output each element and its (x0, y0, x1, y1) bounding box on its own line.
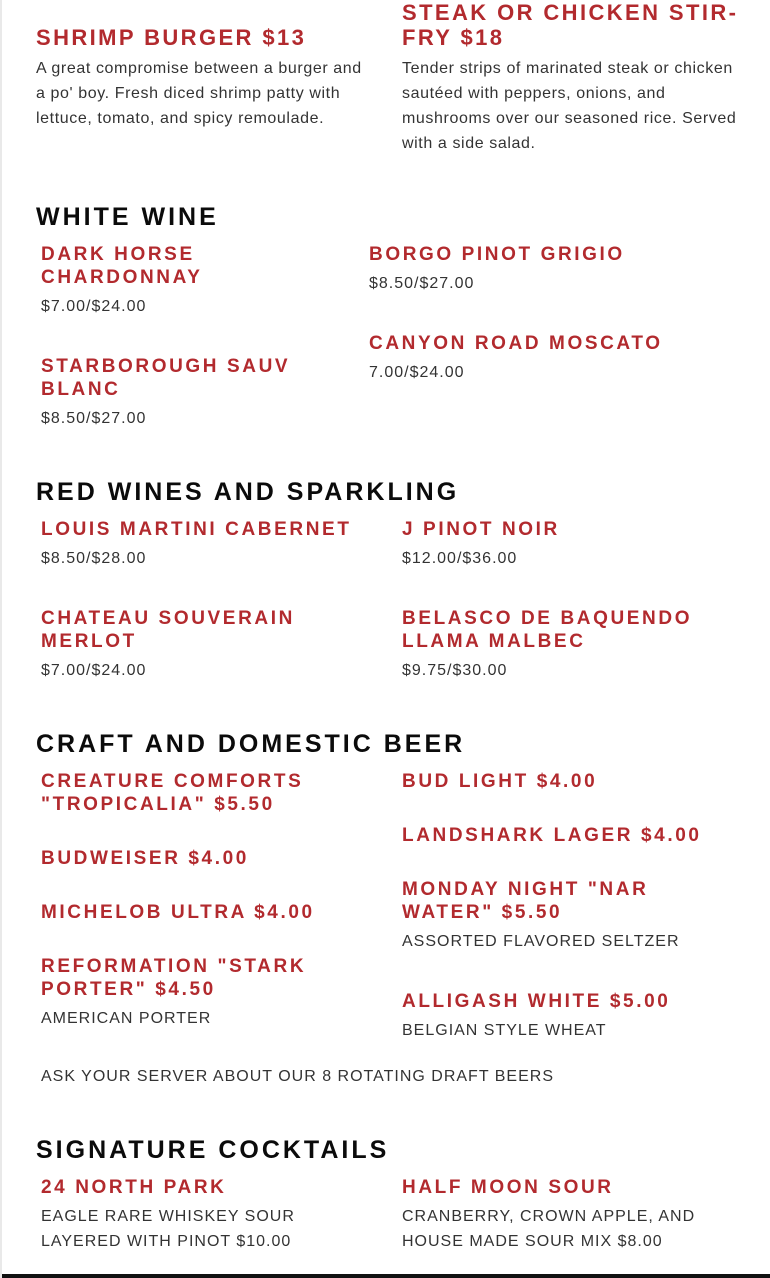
menu-item-title: BORGO PINOT GRIGIO (369, 244, 625, 265)
menu-item-title: CREATURE COMFORTS "TROPICALIA" $5.50 (41, 771, 304, 815)
menu-item-title: HALF MOON SOUR (402, 1177, 614, 1198)
menu-item-title: J PINOT NOIR (402, 519, 560, 540)
menu-item-price: $8.50/$27.00 (369, 275, 475, 292)
menu-item-price: $12.00/$36.00 (402, 550, 518, 567)
menu-item-description: A great compromise between a burger and a po' boy. Fresh diced shrimp patty with lettuce, tomato, and spicy remoulade. (36, 60, 362, 127)
menu-item-title: DARK HORSE CHARDONNAY (41, 244, 203, 288)
menu-item-description: CRANBERRY, CROWN APPLE, AND HOUSE MADE SOUR MIX $8.00 (402, 1208, 696, 1250)
menu-item-title: CANYON ROAD MOSCATO (369, 333, 663, 354)
menu-item-title: MONDAY NIGHT "NAR WATER" $5.50 (402, 879, 649, 923)
menu-item-title: STARBOROUGH SAUV BLANC (41, 356, 291, 400)
beer-note: ASK YOUR SERVER ABOUT OUR 8 ROTATING DRAFT BEERS (41, 1068, 554, 1085)
section-title-red-wine: RED WINES AND SPARKLING (36, 478, 460, 506)
menu-item-title: LOUIS MARTINI CABERNET (41, 519, 352, 540)
menu-item-title: ALLIGASH WHITE $5.00 (402, 991, 671, 1012)
menu-item-title: MICHELOB ULTRA $4.00 (41, 902, 315, 923)
menu-item-price: 7.00/$24.00 (369, 364, 465, 381)
menu-item-price: $7.00/$24.00 (41, 298, 147, 315)
menu-item-title: STEAK OR CHICKEN STIR-FRY $18 (402, 0, 739, 50)
page-bottom-border (2, 1274, 770, 1278)
section-title-white-wine: WHITE WINE (36, 203, 219, 231)
menu-item-description: AMERICAN PORTER (41, 1010, 212, 1027)
menu-item-title: BELASCO DE BAQUENDO LLAMA MALBEC (402, 608, 693, 652)
menu-item-description: ASSORTED FLAVORED SELTZER (402, 933, 680, 950)
section-title-beer: CRAFT AND DOMESTIC BEER (36, 730, 466, 758)
menu-item-description: Tender strips of marinated steak or chicken sautéed with peppers, onions, and mushrooms over our seasoned rice. Served with a side salad. (402, 60, 737, 152)
menu-item-price: $7.00/$24.00 (41, 662, 147, 679)
menu-item-title: BUD LIGHT $4.00 (402, 771, 598, 792)
menu-item-price: $8.50/$28.00 (41, 550, 147, 567)
menu-item-price: $8.50/$27.00 (41, 410, 147, 427)
menu-item-title: REFORMATION "STARK PORTER" $4.50 (41, 956, 307, 1000)
menu-item-title: BUDWEISER $4.00 (41, 848, 249, 869)
menu-item-title: LANDSHARK LAGER $4.00 (402, 825, 702, 846)
menu-item-description: EAGLE RARE WHISKEY SOUR LAYERED WITH PINOT $10.00 (41, 1208, 295, 1250)
menu-item-title: CHATEAU SOUVERAIN MERLOT (41, 608, 295, 652)
section-title-cocktails: SIGNATURE COCKTAILS (36, 1136, 390, 1164)
menu-item-description: BELGIAN STYLE WHEAT (402, 1022, 607, 1039)
menu-item-title: SHRIMP BURGER $13 (36, 25, 307, 50)
menu-item-title: 24 NORTH PARK (41, 1177, 227, 1198)
menu-item-price: $9.75/$30.00 (402, 662, 508, 679)
